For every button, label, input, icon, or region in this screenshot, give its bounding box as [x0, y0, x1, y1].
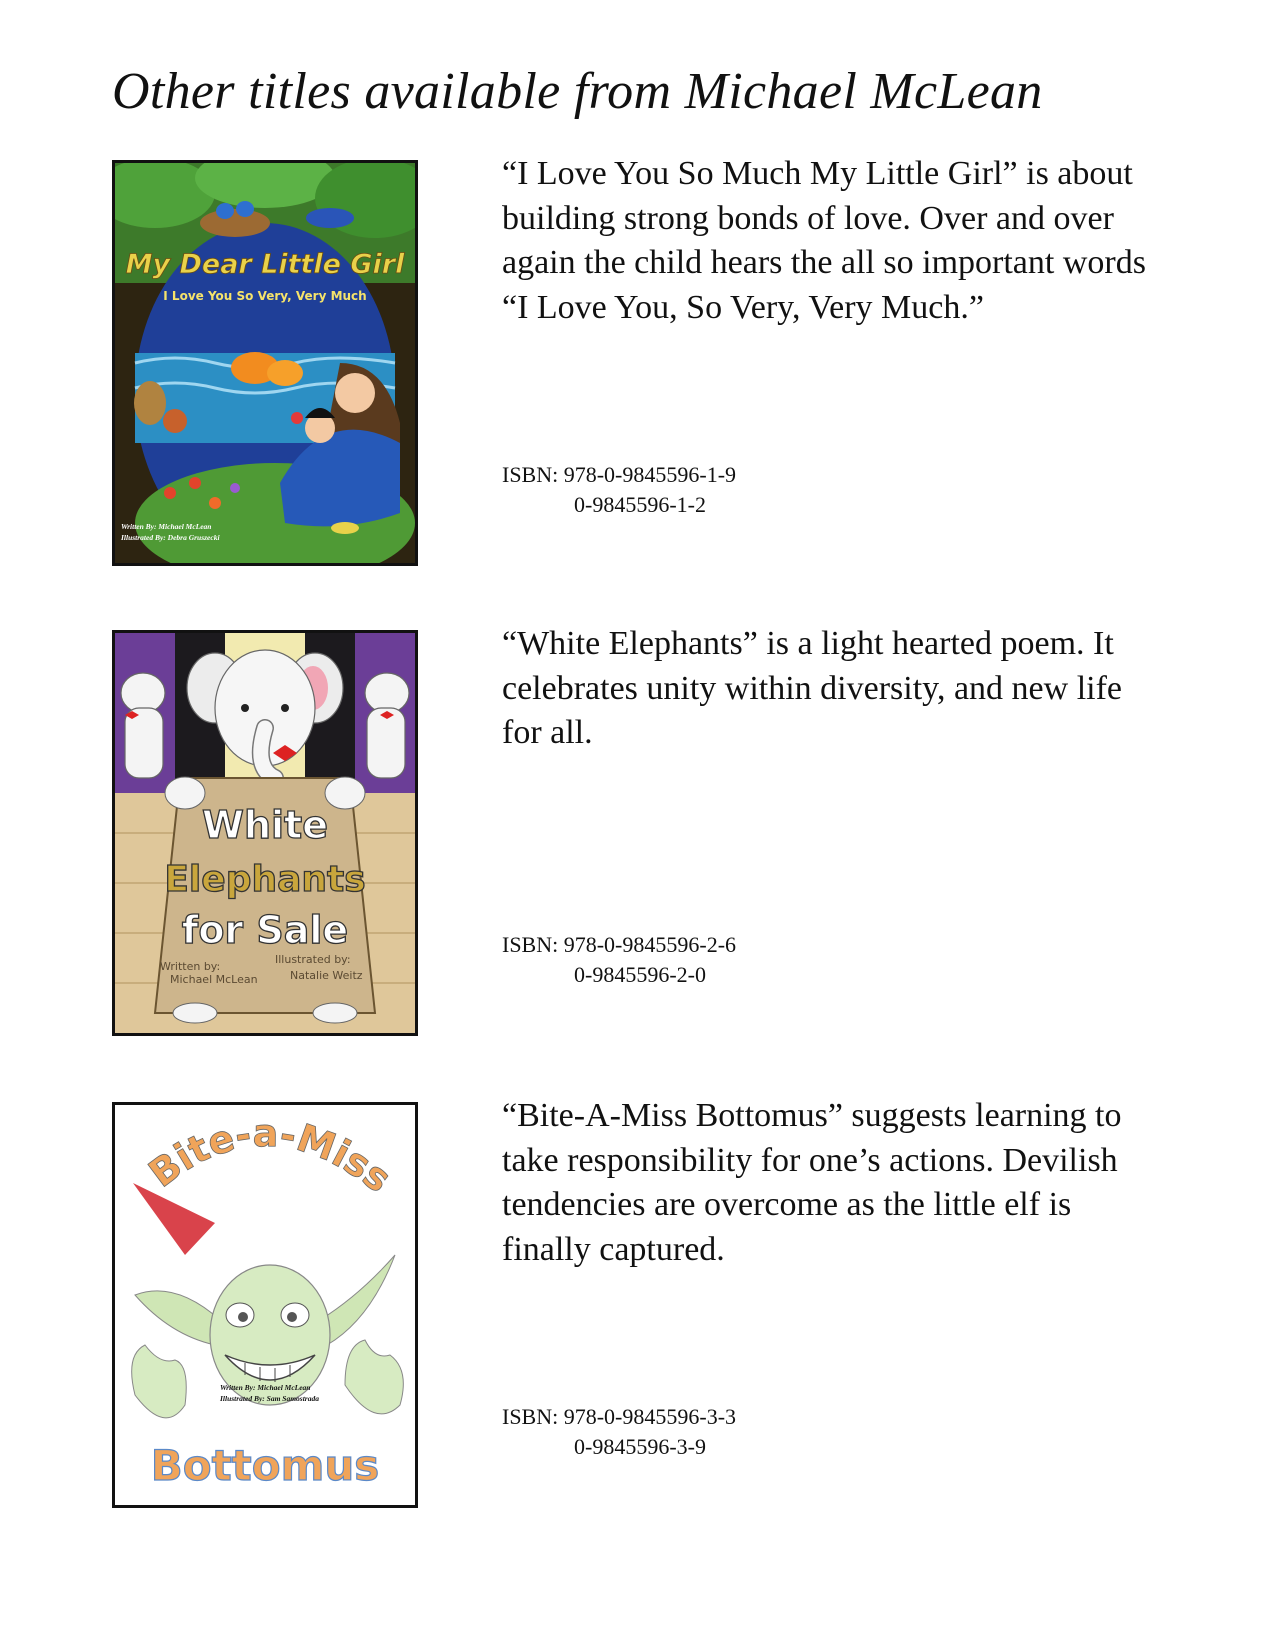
cover-title-top: Bite-a-Miss [140, 1111, 400, 1202]
cover-written-by-name: Michael McLean [170, 973, 258, 986]
isbn-10: 0-9845596-3-9 [574, 1434, 706, 1459]
cover-illustration-elephants [115, 633, 415, 1033]
cover-illustration-elf [115, 1105, 415, 1505]
cover-illustrated-by-name: Natalie Weitz [290, 969, 363, 982]
isbn-13: ISBN: 978-0-9845596-2-6 [502, 932, 737, 957]
cover-subtitle: I Love You So Very, Very Much [163, 289, 367, 303]
book-item-white-elephants [112, 625, 1172, 1040]
cover-title: My Dear Little Girl [125, 249, 405, 280]
cover-written-by: Written By: Michael McLean [220, 1383, 311, 1392]
cover-illustration-girl [115, 163, 415, 563]
isbn-13: ISBN: 978-0-9845596-3-3 [502, 1404, 737, 1429]
isbn-13: ISBN: 978-0-9845596-1-9 [502, 462, 737, 487]
isbn-10: 0-9845596-2-0 [574, 962, 706, 987]
isbn-block [502, 930, 736, 990]
cover-illustrated-by: Illustrated By: Sam Samostrada [220, 1394, 319, 1403]
cover-illustrated-by-label: Illustrated by: [275, 953, 351, 966]
isbn-block [502, 460, 736, 520]
cover-title-bottom: Bottomus [150, 1441, 380, 1490]
book-cover-bite-a-miss-bottomus [112, 1102, 418, 1508]
cover-title-line2: Elephants [164, 859, 366, 900]
book-cover-my-dear-little-girl [112, 160, 418, 566]
isbn-10: 0-9845596-1-2 [574, 492, 706, 517]
cover-written-by: Written By: Michael McLean [121, 522, 212, 531]
book-description: “Bite-A-Miss Bottomus” suggests learning to take responsibility for one’s actions. Devilish tendencies are overcome as the little elf is finally captured. [502, 1097, 1122, 1268]
book-description: “I Love You So Much My Little Girl” is about building strong bonds of love. Over and over again the child hears the all so important words “I Love You, So Very, Very Much.” [502, 155, 1146, 326]
book-cover-white-elephants [112, 630, 418, 1036]
book-description: “White Elephants” is a light hearted poem. It celebrates unity within diversity, and new life for all. [502, 625, 1123, 751]
isbn-block [502, 1402, 736, 1462]
cover-written-by-label: Written by: [160, 960, 221, 973]
page-heading: Other titles available from Michael McLean [112, 63, 1043, 120]
cover-title-line3: for Sale [181, 908, 349, 952]
cover-title-line1: White [202, 803, 328, 847]
book-item-bite-a-miss-bottomus [112, 1097, 1172, 1512]
cover-illustrated-by: Illustrated By: Debra Gruszecki [121, 533, 220, 542]
book-item-my-dear-little-girl [112, 155, 1172, 570]
